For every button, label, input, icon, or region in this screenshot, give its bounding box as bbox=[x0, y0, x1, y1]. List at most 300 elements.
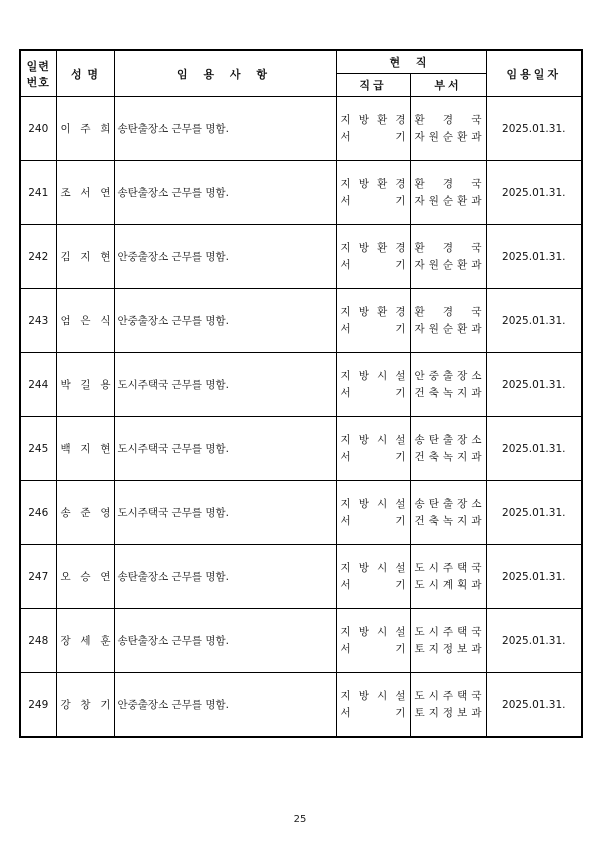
department-line-char: 획 bbox=[457, 578, 468, 591]
appointment-cell bbox=[114, 161, 336, 225]
rank-line-char: 서 bbox=[340, 386, 351, 399]
department-line-char: 순 bbox=[442, 130, 454, 143]
table-row bbox=[20, 353, 582, 417]
person-name bbox=[57, 185, 114, 200]
appointment-text: 안중출장소 근무를 명함. bbox=[117, 251, 229, 263]
table-body bbox=[20, 97, 582, 738]
table-row bbox=[20, 417, 582, 481]
appointment-cell bbox=[114, 609, 336, 673]
rank-cell bbox=[336, 353, 410, 417]
department-line-char: 녹 bbox=[442, 450, 454, 463]
header-serial-line2: 번호 bbox=[26, 75, 50, 89]
rank-cell bbox=[336, 97, 410, 161]
department-line bbox=[415, 624, 482, 641]
rank-cell bbox=[336, 545, 410, 609]
department-line-char: 순 bbox=[442, 322, 454, 335]
department-line bbox=[415, 257, 482, 274]
rank-line-char: 시 bbox=[377, 561, 388, 574]
serial-number-cell: 245 bbox=[20, 417, 56, 481]
name-cell bbox=[56, 545, 114, 609]
serial-number-cell: 241 bbox=[20, 161, 56, 225]
department-line-char: 시 bbox=[428, 689, 439, 702]
rank-line-char: 방 bbox=[358, 369, 369, 382]
department-line-char: 소 bbox=[471, 433, 482, 446]
department-line-char: 과 bbox=[471, 514, 482, 527]
rank-line-char: 지 bbox=[340, 625, 351, 638]
rank-text bbox=[337, 624, 410, 658]
department-line-char: 택 bbox=[457, 689, 468, 702]
rank-line-char: 시 bbox=[377, 369, 388, 382]
person-name-char: 지 bbox=[80, 443, 91, 455]
appointment-date-cell: 2025.01.31. bbox=[486, 673, 582, 738]
department-line-char: 과 bbox=[471, 706, 482, 719]
person-name bbox=[57, 569, 114, 584]
rank-line-char: 기 bbox=[395, 322, 406, 335]
department-line-char: 안 bbox=[414, 369, 425, 382]
department-line-char: 축 bbox=[428, 386, 439, 399]
department-cell bbox=[410, 225, 486, 289]
rank-line-char: 기 bbox=[395, 642, 406, 655]
rank-line bbox=[341, 449, 406, 466]
department-line-char: 원 bbox=[428, 194, 439, 207]
appointment-text: 송탄출장소 근무를 명함. bbox=[117, 187, 229, 199]
department-cell bbox=[410, 417, 486, 481]
rank-line-char: 경 bbox=[395, 305, 406, 318]
rank-line bbox=[341, 641, 406, 658]
appointment-date-cell: 2025.01.31. bbox=[486, 353, 582, 417]
department-line-char: 토 bbox=[414, 706, 425, 719]
person-name-char: 주 bbox=[80, 123, 91, 135]
department-line-char: 축 bbox=[428, 514, 439, 527]
rank-line-char: 지 bbox=[340, 433, 351, 446]
department-line-char: 정 bbox=[442, 706, 454, 719]
rank-line-char: 서 bbox=[340, 578, 351, 591]
rank-line-char: 서 bbox=[340, 322, 351, 335]
appointment-text: 송탄출장소 근무를 명함. bbox=[117, 123, 229, 135]
person-name-char: 조 bbox=[60, 187, 71, 199]
department-line-char: 도 bbox=[414, 578, 425, 591]
rank-line-char: 기 bbox=[395, 578, 406, 591]
appointment-date-cell: 2025.01.31. bbox=[486, 225, 582, 289]
department-line-char: 도 bbox=[414, 625, 425, 638]
department-line-char: 탄 bbox=[428, 497, 439, 510]
appointment-cell bbox=[114, 673, 336, 738]
department-line-char: 과 bbox=[471, 386, 482, 399]
person-name-char: 강 bbox=[60, 699, 71, 711]
department-line-char: 출 bbox=[442, 433, 454, 446]
department-line-char: 환 bbox=[457, 194, 468, 207]
person-name bbox=[57, 313, 114, 328]
rank-line-char: 환 bbox=[377, 113, 388, 126]
person-name-char: 식 bbox=[100, 315, 111, 327]
rank-line bbox=[341, 705, 406, 722]
appointment-date-cell: 2025.01.31. bbox=[486, 417, 582, 481]
department-line-char: 녹 bbox=[442, 386, 454, 399]
department-cell bbox=[410, 673, 486, 738]
rank-line-char: 지 bbox=[340, 305, 351, 318]
table-row bbox=[20, 673, 582, 738]
person-name-char: 장 bbox=[60, 635, 71, 647]
rank-line bbox=[341, 304, 406, 321]
header-appointment: 임 용 사 항 bbox=[114, 50, 336, 97]
name-cell bbox=[56, 289, 114, 353]
person-name-char: 창 bbox=[80, 699, 91, 711]
rank-line bbox=[341, 560, 406, 577]
rank-line bbox=[341, 240, 406, 257]
appointment-date-cell: 2025.01.31. bbox=[486, 289, 582, 353]
department-line-char: 택 bbox=[457, 625, 468, 638]
department-line-char: 지 bbox=[428, 642, 439, 655]
person-name bbox=[57, 249, 114, 264]
rank-line-char: 방 bbox=[358, 689, 369, 702]
header-rank: 직급 bbox=[336, 74, 410, 97]
department-line-char: 자 bbox=[414, 258, 425, 271]
rank-line-char: 방 bbox=[358, 625, 369, 638]
department-line-char: 과 bbox=[471, 130, 482, 143]
rank-text bbox=[337, 304, 410, 338]
department-line-char: 지 bbox=[457, 450, 468, 463]
department-line bbox=[415, 193, 482, 210]
department-line-char: 토 bbox=[414, 642, 425, 655]
department-line-char: 지 bbox=[457, 514, 468, 527]
person-name-char: 세 bbox=[80, 635, 91, 647]
department-line-char: 지 bbox=[428, 706, 439, 719]
rank-text bbox=[337, 112, 410, 146]
name-cell bbox=[56, 673, 114, 738]
department-line-char: 원 bbox=[428, 258, 439, 271]
department-line-char: 건 bbox=[414, 514, 425, 527]
department-line-char: 보 bbox=[457, 706, 468, 719]
rank-line-char: 시 bbox=[377, 497, 388, 510]
name-cell bbox=[56, 481, 114, 545]
department-line bbox=[415, 304, 482, 321]
appointment-cell bbox=[114, 225, 336, 289]
department-line bbox=[415, 368, 482, 385]
department-text bbox=[411, 368, 486, 402]
department-text bbox=[411, 496, 486, 530]
rank-text bbox=[337, 176, 410, 210]
name-cell bbox=[56, 609, 114, 673]
department-line bbox=[415, 176, 482, 193]
department-line bbox=[415, 321, 482, 338]
rank-line-char: 환 bbox=[377, 177, 388, 190]
rank-line-char: 방 bbox=[358, 177, 369, 190]
rank-line bbox=[341, 321, 406, 338]
rank-line-char: 서 bbox=[340, 194, 351, 207]
department-cell bbox=[410, 97, 486, 161]
header-department: 부서 bbox=[410, 74, 486, 97]
rank-line-char: 방 bbox=[358, 305, 369, 318]
department-line-char: 환 bbox=[414, 241, 425, 254]
department-line bbox=[415, 432, 482, 449]
rank-line-char: 기 bbox=[395, 386, 406, 399]
rank-line bbox=[341, 688, 406, 705]
rank-line-char: 지 bbox=[340, 241, 351, 254]
rank-cell bbox=[336, 673, 410, 738]
serial-number-cell: 243 bbox=[20, 289, 56, 353]
department-line-char: 국 bbox=[471, 177, 482, 190]
rank-line-char: 기 bbox=[395, 450, 406, 463]
rank-line-char: 지 bbox=[340, 369, 351, 382]
table-row bbox=[20, 545, 582, 609]
department-line-char: 순 bbox=[442, 258, 454, 271]
appointment-text: 안중출장소 근무를 명함. bbox=[117, 315, 229, 327]
department-cell bbox=[410, 481, 486, 545]
rank-line-char: 지 bbox=[340, 689, 351, 702]
department-line bbox=[415, 705, 482, 722]
department-line-char: 도 bbox=[414, 561, 425, 574]
rank-line-char: 시 bbox=[377, 625, 388, 638]
rank-line bbox=[341, 112, 406, 129]
department-cell bbox=[410, 609, 486, 673]
department-line bbox=[415, 560, 482, 577]
department-line-char: 도 bbox=[414, 689, 425, 702]
rank-line-char: 지 bbox=[340, 497, 351, 510]
department-line-char: 송 bbox=[414, 433, 425, 446]
rank-line-char: 기 bbox=[395, 706, 406, 719]
department-cell bbox=[410, 161, 486, 225]
appointment-text: 도시주택국 근무를 명함. bbox=[117, 443, 229, 455]
appointment-cell bbox=[114, 97, 336, 161]
department-line-char: 국 bbox=[471, 625, 482, 638]
department-line-char: 정 bbox=[442, 642, 454, 655]
header-serial-line1: 일련 bbox=[26, 59, 50, 73]
rank-line bbox=[341, 368, 406, 385]
table-row bbox=[20, 161, 582, 225]
department-line-char: 환 bbox=[457, 130, 468, 143]
appointment-table bbox=[19, 49, 583, 738]
rank-line bbox=[341, 577, 406, 594]
rank-line-char: 서 bbox=[340, 130, 351, 143]
appointment-text: 도시주택국 근무를 명함. bbox=[117, 379, 229, 391]
department-line bbox=[415, 385, 482, 402]
page-number: 25 bbox=[293, 814, 307, 825]
person-name-char: 서 bbox=[80, 187, 91, 199]
rank-line-char: 방 bbox=[358, 433, 369, 446]
rank-line-char: 방 bbox=[358, 113, 369, 126]
rank-cell bbox=[336, 417, 410, 481]
department-line-char: 과 bbox=[471, 450, 482, 463]
person-name-char: 오 bbox=[60, 571, 71, 583]
department-line-char: 축 bbox=[428, 450, 439, 463]
rank-line-char: 서 bbox=[340, 706, 351, 719]
table-row bbox=[20, 609, 582, 673]
department-line-char: 국 bbox=[471, 561, 482, 574]
person-name-char: 승 bbox=[80, 571, 91, 583]
department-line-char: 순 bbox=[442, 194, 454, 207]
table-row bbox=[20, 481, 582, 545]
serial-number-cell: 249 bbox=[20, 673, 56, 738]
department-line-char: 주 bbox=[442, 561, 454, 574]
serial-number-cell: 242 bbox=[20, 225, 56, 289]
department-line-char: 장 bbox=[457, 369, 468, 382]
department-cell bbox=[410, 545, 486, 609]
person-name bbox=[57, 697, 114, 712]
rank-line bbox=[341, 176, 406, 193]
appointment-date-cell: 2025.01.31. bbox=[486, 481, 582, 545]
name-cell bbox=[56, 97, 114, 161]
department-line-char: 원 bbox=[428, 322, 439, 335]
table-row bbox=[20, 97, 582, 161]
department-text bbox=[411, 240, 486, 274]
department-text bbox=[411, 112, 486, 146]
rank-line bbox=[341, 513, 406, 530]
rank-cell bbox=[336, 289, 410, 353]
appointment-date-cell: 2025.01.31. bbox=[486, 545, 582, 609]
person-name bbox=[57, 377, 114, 392]
rank-line-char: 지 bbox=[340, 113, 351, 126]
department-line-char: 환 bbox=[414, 305, 425, 318]
department-line-char: 택 bbox=[457, 561, 468, 574]
department-text bbox=[411, 688, 486, 722]
rank-line-char: 기 bbox=[395, 130, 406, 143]
department-line bbox=[415, 496, 482, 513]
person-name bbox=[57, 121, 114, 136]
person-name-char: 길 bbox=[80, 379, 91, 391]
department-line-char: 소 bbox=[471, 497, 482, 510]
rank-line-char: 설 bbox=[395, 433, 406, 446]
department-line-char: 과 bbox=[471, 194, 482, 207]
department-line-char: 환 bbox=[457, 322, 468, 335]
department-line-char: 과 bbox=[471, 642, 482, 655]
person-name-char: 박 bbox=[60, 379, 71, 391]
department-line-char: 송 bbox=[414, 497, 425, 510]
person-name-char: 연 bbox=[100, 571, 111, 583]
department-line-char: 출 bbox=[442, 497, 454, 510]
serial-number-cell: 240 bbox=[20, 97, 56, 161]
department-line-char: 경 bbox=[442, 113, 454, 126]
department-line-char: 환 bbox=[414, 113, 425, 126]
rank-line-char: 설 bbox=[395, 497, 406, 510]
serial-number-cell: 247 bbox=[20, 545, 56, 609]
appointment-text: 안중출장소 근무를 명함. bbox=[117, 699, 229, 711]
department-line-char: 국 bbox=[471, 689, 482, 702]
person-name bbox=[57, 505, 114, 520]
person-name-char: 기 bbox=[100, 699, 111, 711]
person-name-char: 이 bbox=[60, 123, 71, 135]
rank-line bbox=[341, 129, 406, 146]
department-line-char: 경 bbox=[442, 305, 454, 318]
department-line-char: 장 bbox=[457, 433, 468, 446]
rank-line-char: 시 bbox=[377, 433, 388, 446]
rank-line bbox=[341, 496, 406, 513]
department-line-char: 장 bbox=[457, 497, 468, 510]
department-line-char: 중 bbox=[428, 369, 439, 382]
department-line-char: 주 bbox=[442, 689, 454, 702]
rank-line-char: 기 bbox=[395, 514, 406, 527]
person-name-char: 용 bbox=[100, 379, 111, 391]
department-line-char: 출 bbox=[442, 369, 454, 382]
department-line-char: 과 bbox=[471, 578, 482, 591]
rank-line-char: 환 bbox=[377, 241, 388, 254]
serial-number-cell: 246 bbox=[20, 481, 56, 545]
rank-line-char: 지 bbox=[340, 177, 351, 190]
rank-line-char: 서 bbox=[340, 450, 351, 463]
name-cell bbox=[56, 161, 114, 225]
person-name-char: 은 bbox=[80, 315, 91, 327]
table-row bbox=[20, 225, 582, 289]
department-line-char: 시 bbox=[428, 578, 439, 591]
rank-line-char: 기 bbox=[395, 258, 406, 271]
department-line bbox=[415, 641, 482, 658]
department-text bbox=[411, 176, 486, 210]
department-text bbox=[411, 304, 486, 338]
appointment-text: 송탄출장소 근무를 명함. bbox=[117, 635, 229, 647]
rank-cell bbox=[336, 481, 410, 545]
appointment-date-cell: 2025.01.31. bbox=[486, 161, 582, 225]
rank-text bbox=[337, 368, 410, 402]
rank-line-char: 방 bbox=[358, 241, 369, 254]
rank-line-char: 경 bbox=[395, 177, 406, 190]
rank-line-char: 지 bbox=[340, 561, 351, 574]
department-cell bbox=[410, 289, 486, 353]
rank-text bbox=[337, 432, 410, 466]
appointment-cell bbox=[114, 353, 336, 417]
department-line bbox=[415, 688, 482, 705]
rank-line-char: 시 bbox=[377, 689, 388, 702]
department-line bbox=[415, 240, 482, 257]
department-line-char: 과 bbox=[471, 258, 482, 271]
rank-line-char: 설 bbox=[395, 561, 406, 574]
person-name-char: 현 bbox=[100, 443, 111, 455]
department-line bbox=[415, 129, 482, 146]
person-name-char: 영 bbox=[100, 507, 111, 519]
header-serial-number bbox=[20, 50, 56, 97]
department-line bbox=[415, 513, 482, 530]
rank-line-char: 서 bbox=[340, 642, 351, 655]
department-line-char: 원 bbox=[428, 130, 439, 143]
rank-text bbox=[337, 688, 410, 722]
department-line-char: 주 bbox=[442, 625, 454, 638]
person-name-char: 훈 bbox=[100, 635, 111, 647]
department-line-char: 자 bbox=[414, 194, 425, 207]
rank-cell bbox=[336, 609, 410, 673]
department-line-char: 시 bbox=[428, 561, 439, 574]
appointment-cell bbox=[114, 417, 336, 481]
department-line-char: 지 bbox=[457, 386, 468, 399]
appointment-cell bbox=[114, 289, 336, 353]
appointment-cell bbox=[114, 481, 336, 545]
name-cell bbox=[56, 417, 114, 481]
person-name-char: 송 bbox=[60, 507, 71, 519]
department-line bbox=[415, 577, 482, 594]
person-name bbox=[57, 441, 114, 456]
department-cell bbox=[410, 353, 486, 417]
rank-line bbox=[341, 385, 406, 402]
appointment-text: 도시주택국 근무를 명함. bbox=[117, 507, 229, 519]
rank-line bbox=[341, 624, 406, 641]
rank-line-char: 경 bbox=[395, 241, 406, 254]
department-line-char: 국 bbox=[471, 241, 482, 254]
header-appointment-date: 임용일자 bbox=[486, 50, 582, 97]
department-line-char: 과 bbox=[471, 322, 482, 335]
department-text bbox=[411, 432, 486, 466]
department-line-char: 경 bbox=[442, 177, 454, 190]
department-text bbox=[411, 560, 486, 594]
rank-line bbox=[341, 257, 406, 274]
department-line-char: 탄 bbox=[428, 433, 439, 446]
header-current-position: 현 직 bbox=[336, 50, 486, 74]
department-line bbox=[415, 112, 482, 129]
rank-cell bbox=[336, 225, 410, 289]
rank-line-char: 설 bbox=[395, 625, 406, 638]
appointment-date-cell: 2025.01.31. bbox=[486, 97, 582, 161]
rank-text bbox=[337, 496, 410, 530]
person-name-char: 연 bbox=[100, 187, 111, 199]
name-cell bbox=[56, 225, 114, 289]
department-line-char: 국 bbox=[471, 305, 482, 318]
department-line-char: 환 bbox=[414, 177, 425, 190]
